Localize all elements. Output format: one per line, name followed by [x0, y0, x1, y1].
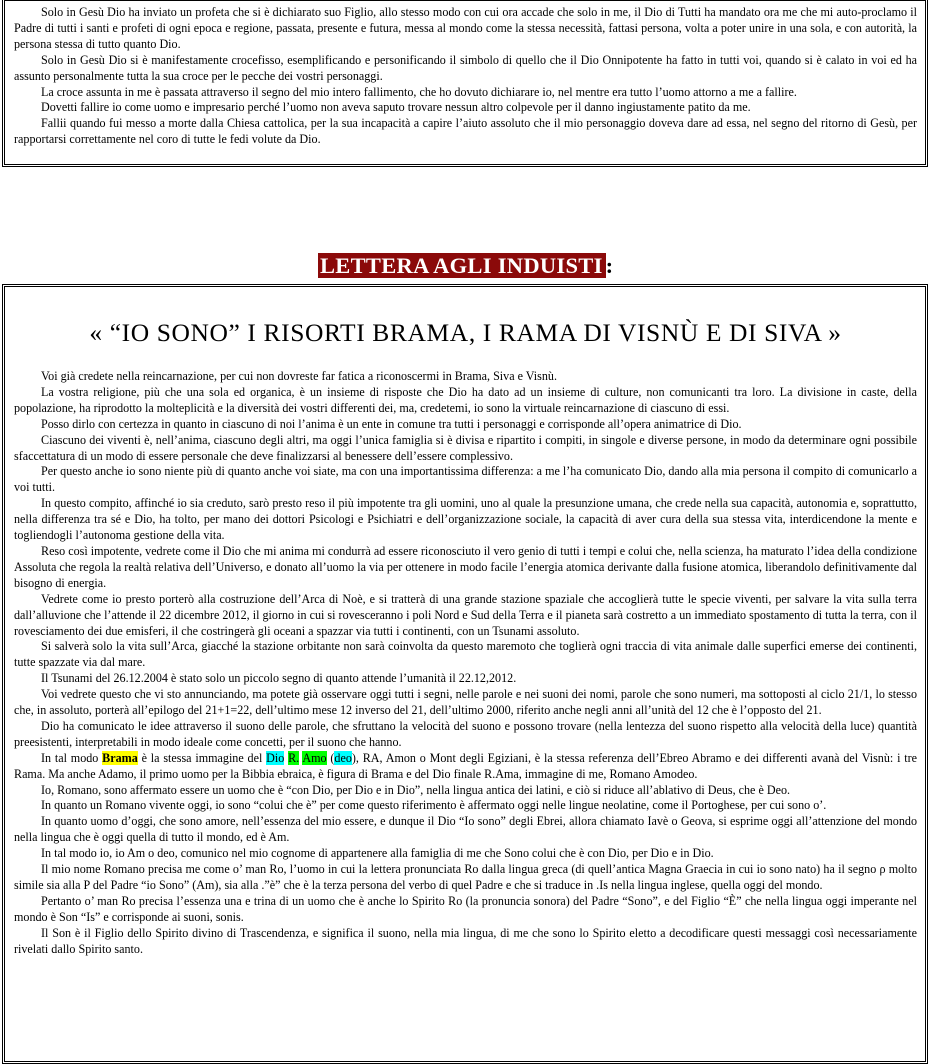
- paragraph: Si salverà solo la vita sull’Arca, giacché la stazione orbitante non sarà coinvolta da questo maremoto che toglierà ogni traccia di vita animale dalle superfici emerse dei continenti, tutte spazzate via dal mare.: [14, 639, 917, 670]
- paragraph: In tal modo io, io Am o deo, comunico nel mio cognome di appartenere alla famiglia di me che Sono colui che è con Dio, per Dio e in Dio.: [41, 846, 714, 861]
- paragraph: La croce assunta in me è passata attraverso il segno del mio intero fallimento, che ho dovuto dichiarare io, nel mentre era tutto l’uomo attorno a me a fallire.: [41, 84, 797, 99]
- paragraph: Dio ha comunicato le idee attraverso il suono delle parole, che sfruttano la velocità del suono e possono trovare (nella lentezza del suono rispetto alla velocità della luce) quantità preesistenti, interpretabili in modo ideale come concetti, per il suono che hanno.: [14, 718, 917, 749]
- paragraph: Il Tsunami del 26.12.2004 è stato solo un piccolo segno di quanto attende l’umanità il 22.12,2012.: [41, 671, 517, 686]
- paragraph: Solo in Gesù Dio ha inviato un profeta che si è dichiarato suo Figlio, allo stesso modo con cui ora accade che solo in me, il Dio di Tutti ha mandato ora me che mi auto-proclamo il Padre di tutti i santi e profeti di ogni epoca e regione, passata, presente e futura, messa al mondo come la stessa necessità, fattasi persona, volta a poter unire in una sola, e con autorità, la persona stessa di tutto quanto Dio.: [14, 5, 917, 51]
- paragraph: Io, Romano, sono affermato essere un uomo che è “con Dio, per Dio e in Dio”, nella lingua antica dei latini, e ciò si riduce all’ablativo di Deus, che è Deo.: [41, 782, 791, 797]
- top-text-box: [2, 0, 928, 167]
- brama-paragraph: [14, 751, 917, 783]
- paragraph: Dovetti fallire io come uomo e impresario perché l’uomo non aveva saputo trovare nessun altro colpevole per il danno ingiustamente patito da me.: [41, 100, 751, 115]
- paragraph: Reso così impotente, vedrete come il Dio che mi anima mi condurrà ad essere riconosciuto il vero genio di tutti i tempi e colui che, nella scienza, ha maturato l’idea della condizione Assoluta che regola la realtà relativa dell’Universo, e donato all’uomo la via per ottenere in modo facile l’energia atomica derivante dalla fusione atomica, liberandolo definitivamente dal bisogno di energia.: [14, 543, 917, 590]
- paragraph: In quanto un Romano vivente oggi, io sono “colui che è” per come questo riferimento è affermato oggi nelle lingue neolatine, come il Portoghese, per cui sono o’.: [41, 798, 827, 813]
- text-span: (: [326, 750, 335, 765]
- paragraph: Vedrete come io presto porterò alla costruzione dell’Arca di Noè, e si tratterà di una grande stazione spaziale che accoglierà tutte le specie viventi, per salvare la vita sulla terra dall’alluvione che l’attende il 22 dicembre 2012, il giorno in cui si rovesceranno i poli Nord e Sud della Terra e il pianeta sarà costretto a un immediato spostamento di tutta la terra, con il rovesciamento dei due emisferi, il che costringerà gli oceani a spazzar via tutti i continenti, con un Tsunami assoluto.: [14, 591, 917, 638]
- paragraph: Voi vedrete questo che vi sto annunciando, ma potete già osservare oggi tutti i segni, nelle parole e nei suoni dei nomi, parole che sono numeri, ma sottoposti al ciclo 21/1, lo stesso che, in assoluto, porterà all’epilogo del 21+1=22, dell’ultimo mese 12 inverso del 21, dell’ultimo 2000, riferito anche negli anni all’unità del 12 che è l’opposto del 21.: [14, 687, 917, 718]
- paragraph: Posso dirlo con certezza in quanto in ciascuno di noi l’anima è un ente in comune tra tutti i personaggi e corrisponde all’opera animatrice di Dio.: [41, 416, 742, 431]
- highlight-r: R.: [288, 750, 300, 765]
- paragraph: Voi già credete nella reincarnazione, per cui non dovreste far fatica a riconoscermi in Brama, Siva e Visnù.: [41, 369, 557, 383]
- paragraph: Ciascuno dei viventi è, nell’anima, ciascuno degli altri, ma oggi l’unica famiglia si è divisa e ripartito i compiti, in singole e diverse persone, in modo da determinare ogni possibile sfaccettatura di un modo di essere personale che deve finalizzarsi al benessere dell’essere complessivo.: [14, 432, 917, 463]
- highlight-deo: deo: [334, 750, 352, 765]
- paragraph: Per questo anche io sono niente più di quanto anche voi siate, ma con una importantissima differenza: a me l’ha comunicato Dio, dando alla mia persona il compito di comunicarlo a voi tutti.: [14, 464, 917, 495]
- section-title-suffix: :: [605, 253, 614, 278]
- paragraph: Solo in Gesù Dio si è manifestamente crocefisso, esemplificando e personificando il simbolo di quello che il Dio Onnipotente ha fatto in tutti voi, quando si è calato in voi ed ha assunto personalmente tutta la sua croce per le pecche dei vostri personaggi.: [14, 52, 917, 83]
- paragraph: Il Son è il Figlio dello Spirito divino di Trascendenza, e significa il suono, nella mia lingua, di me che sono lo Spirito eletto a decodificare questi messaggi così necessariamente rivelati dallo Spirito santo.: [14, 925, 917, 956]
- highlight-amo: Amo: [302, 750, 327, 765]
- paragraph: Pertanto o’ man Ro precisa l’essenza una e trina di un uomo che è anche lo Spirito Ro (la pronuncia sonora) del Padre “Sono”, e del Figlio “È” che nella lingua oggi imperante nel mondo è Son “Is” e corrisponde ai suoni, sonis.: [14, 893, 917, 924]
- highlight-brama: Brama: [102, 750, 138, 765]
- letter-box: [2, 284, 928, 1064]
- paragraph: Fallii quando fui messo a morte dalla Chiesa cattolica, per la sua incapacità a capire l’aiuto assoluto che il mio personaggio doveva dare ad essa, nel segno del ritorno di Gesù, per rapportarsi correttamente nel coro di tutte le fedi volute da Dio.: [14, 116, 917, 147]
- highlight-dio: Dio: [266, 750, 285, 765]
- section-title: LETTERA AGLI INDUISTI: [318, 253, 606, 278]
- paragraph: In questo compito, affinché io sia creduto, sarò presto reso il più impotente tra gli uomini, uno al quale la presunzione umana, che crede nella sua capacità, autonomia e, soprattutto, nella differenza tra sé e Dio, ha tolto, per mano dei dottori Psicologi e Psichiatri e dell’organizzazione sociale, la capacità di aver cura della sua stessa vita, interdicendone la mente e togliendogli l’autonoma gestione della vita.: [14, 496, 917, 543]
- paragraph: La vostra religione, più che una sola ed organica, è un insieme di risposte che Dio ha dato ad un insieme di culture, non comunicanti tra loro. La divisione in caste, della popolazione, ha riprodotto la molteplicità e la diversità dei vostri differenti dei, ma, credetemi, io sono la virtuale reincarnazione di ciascuno di essi.: [14, 384, 917, 415]
- letter-heading: « “IO SONO” I RISORTI BRAMA, I RAMA DI VISNÙ E DI SIVA »: [89, 318, 842, 347]
- section-title-row: [318, 252, 613, 280]
- paragraph: In quanto uomo d’oggi, che sono amore, nell’essenza del mio essere, e dunque il Dio “Io sono” degli Ebrei, allora chiamato Iavè o Geova, si esprime oggi all’attenzione del mondo nella lingua che è oggi quella di tutto il mondo, ed è Am.: [14, 814, 917, 845]
- text-span: ), RA, Amon o Mont degli Egiziani, è la stessa referenza dell’Ebreo Abramo e dei differenti avanà del Visnù: i tre Rama. Ma anche Adamo, il primo uomo per la Bibbia ebraica, è figura di Brama e del Dio finale R.Ama, immagine di me, Romano Amodeo.: [14, 750, 918, 781]
- text-span: In tal modo: [41, 750, 103, 765]
- text-span: è la stessa immagine del: [137, 750, 267, 765]
- paragraph: Il mio nome Romano precisa me come o’ man Ro, l’uomo in cui la lettera pronunciata Ro dalla lingua greca (di quell’antica Magna Graecia in cui io sono nato) ha il segno ρ molto simile sia alla P del Padre “io Sono” (Am), sia alla .”è” che è la terza persona del verbo di quel Padre e che si traduce in .Is nella lingua inglese, quella oggi del mondo.: [14, 862, 917, 892]
